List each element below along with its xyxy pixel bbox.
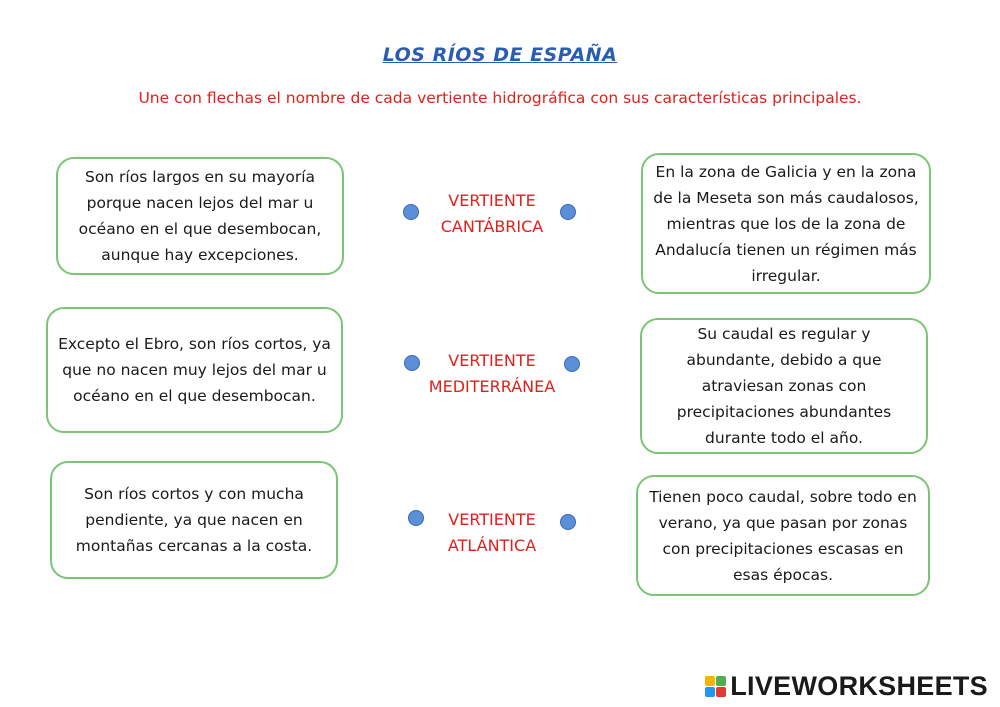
left-card-2: Excepto el Ebro, son ríos cortos, ya que no nacen muy lejos del mar u océano en el que desembocan. — [46, 307, 343, 433]
right-card-2: Su caudal es regular y abundante, debido a que atraviesan zonas con precipitaciones abundantes durante todo el año. — [640, 318, 928, 454]
right-card-1: En la zona de Galicia y en la zona de la Meseta son más caudalosos, mientras que los de la zona de Andalucía tienen un régimen más irregular. — [641, 153, 931, 294]
instructions: Une con flechas el nombre de cada vertiente hidrográfica con sus características principales. — [138, 89, 862, 107]
vertiente-label-line2: ATLÁNTICA — [447, 536, 537, 555]
left-card-3: Son ríos cortos y con mucha pendiente, ya que nacen en montañas cercanas a la costa. — [50, 461, 338, 579]
right-card-3: Tienen poco caudal, sobre todo en verano, ya que pasan por zonas con precipitaciones escasas en esas épocas. — [636, 475, 930, 596]
connector-dot-atlantica-right[interactable] — [560, 514, 576, 530]
vertiente-label-line1: VERTIENTE — [448, 191, 536, 210]
liveworksheets-logo-icon — [705, 676, 726, 697]
connector-dot-mediterranea-left[interactable] — [404, 355, 420, 371]
vertiente-label-mediterranea — [407, 348, 577, 400]
logo-text: LIVEWORKSHEETS — [730, 670, 988, 701]
vertiente-label-line1: VERTIENTE — [448, 351, 536, 370]
liveworksheets-logo — [705, 670, 988, 702]
vertiente-label-atlantica — [407, 507, 577, 559]
connector-dot-cantabrica-left[interactable] — [403, 204, 419, 220]
vertiente-label-line1: VERTIENTE — [448, 510, 536, 529]
page-title: LOS RÍOS DE ESPAÑA — [382, 44, 618, 66]
vertiente-label-cantabrica — [407, 188, 577, 240]
connector-dot-atlantica-left[interactable] — [408, 510, 424, 526]
left-card-1: Son ríos largos en su mayoría porque nacen lejos del mar u océano en el que desembocan, aunque hay excepciones. — [56, 157, 344, 275]
vertiente-label-line2: MEDITERRÁNEA — [428, 377, 556, 396]
connector-dot-mediterranea-right[interactable] — [564, 356, 580, 372]
vertiente-label-line2: CANTÁBRICA — [440, 217, 544, 236]
connector-dot-cantabrica-right[interactable] — [560, 204, 576, 220]
